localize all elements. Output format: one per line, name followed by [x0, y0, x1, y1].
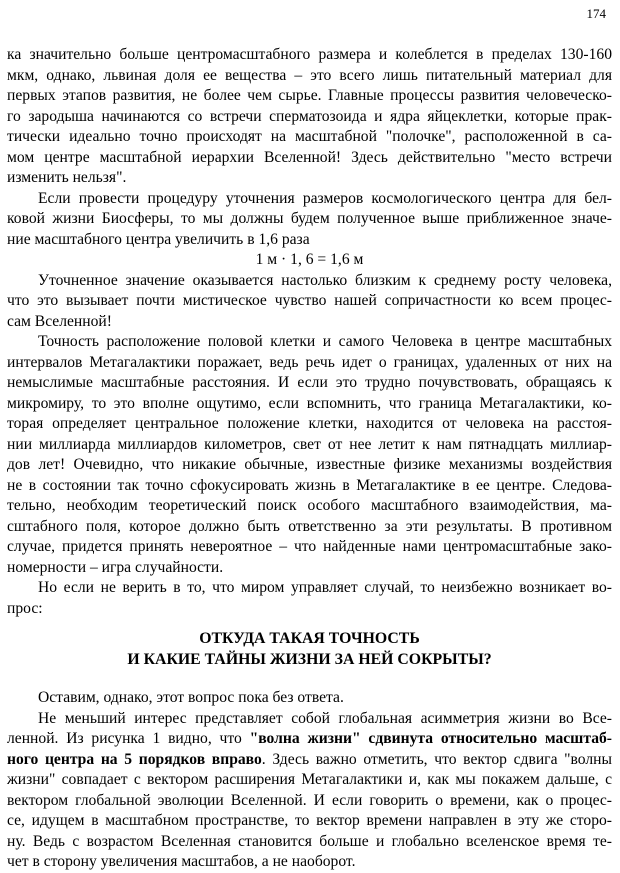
text-line: Если провести процедуру уточнения размеров космологического центра для бел-	[38, 189, 612, 207]
formula: 1 м · 1, 6 = 1,6 м	[255, 251, 364, 268]
text-line: случае, придется принять невероятное – что найденные нами центромасштабные зако-	[7, 538, 612, 555]
text-line: что это вызывает почти мистическое чувство нашей сопричастности ко всем процес-	[7, 292, 612, 309]
text-line: интервалов Метагалактики поражает, ведь речь идет о границах, удаленных от них на	[7, 353, 612, 371]
text-line: тически идеально точно происходят на масштабной "полочке", расположенной в са-	[7, 128, 612, 145]
text-line: номерности – игра случайности.	[7, 558, 224, 576]
text-run: ленной. Из рисунка 1 видно, что	[7, 730, 250, 747]
spacer	[7, 671, 612, 688]
text-line: тельно, необходим теоретический поиск особого масштабного взаимодействия, ма-	[7, 497, 612, 514]
text-line: нии миллиарда миллиардов километров, свет от нее летит к нам пятнадцать миллиар-	[7, 435, 612, 453]
text-line: чет в сторону увеличения масштабов, а не наоборот.	[7, 853, 356, 870]
paragraph-4	[7, 332, 612, 578]
paragraph-3	[7, 271, 612, 333]
text-line: ковой жизни Биосферы, то мы должны будем полученное выше приближенное значе-	[7, 210, 612, 227]
text-line: сам Вселенной!	[7, 312, 112, 330]
text-line: не в состоянии так точно сфокусировать жизнь в Метагалактике в ее центре. Следова-	[7, 476, 612, 494]
text-line: микромиру, то это вполне ощутимо, если вспомнить, что граница Метагалактики, ко-	[7, 394, 612, 412]
text-line: мкм, однако, львиная доля ее вещества – это всего лишь питательный материал для	[7, 66, 612, 84]
text-line: ние масштабного центра увеличить в 1,6 раза	[7, 230, 310, 248]
text-line	[7, 750, 612, 771]
section-heading	[7, 629, 612, 671]
text-line: Уточненное значение оказывается настолько близким к среднему росту человека,	[38, 271, 612, 289]
text-line: первых этапов развития, не более чем сырье. Главные процессы развития человеческо-	[7, 87, 612, 104]
text-line: мом центре масштабной иерархии Вселенной! Здесь действительно "место встречи	[7, 148, 612, 166]
text-line: вектором глобальной эволюции Вселенной. И если говорить о времени, как о процес-	[7, 791, 612, 809]
text-line: го зародыша начинаются со встречи сперматозоида и ядра яйцеклетки, которые прак-	[7, 107, 612, 125]
text-line: Но если не верить в то, что миром управляет случай, то неизбежно возникает во-	[38, 579, 612, 596]
text-line: се, идущем в масштабном пространстве, то вектор времени направлен в эту же сторо-	[7, 812, 612, 829]
text-line: жизни" совпадает с вектором расширения Метагалактики и, как мы покажем дальше, с	[7, 771, 612, 788]
text-line: ка значительно больше центромасштабного размера и колеблется в пределах 130-160	[7, 46, 612, 63]
body-text	[7, 45, 612, 873]
text-line: Не меньший интерес представляет собой глобальная асимметрия жизни во Все-	[38, 709, 612, 727]
heading-line: И КАКИЕ ТАЙНЫ ЖИЗНИ ЗА НЕЙ СОКРЫТЫ?	[127, 651, 492, 668]
text-line: сштабного поля, которое должно быть ответственно за эти результаты. В противном	[7, 517, 612, 535]
text-line: торая определяет центральное положение клетки, находится от человека на расстоя-	[7, 415, 612, 432]
bold-text-run: "волна жизни" сдвинута относительно масштаб-	[249, 730, 612, 747]
text-line	[7, 729, 612, 750]
text-run: . Здесь важно отметить, что вектор сдвига "волны	[261, 750, 612, 768]
text-line: немыслимые масштабные расстояния. И если это трудно почувствовать, обращаясь к	[7, 374, 612, 391]
paragraph-2	[7, 189, 612, 251]
paragraph-6: Оставим, однако, этот вопрос пока без ответа.	[38, 689, 344, 706]
paragraph-7	[7, 709, 612, 873]
text-line: ну. Ведь с возрастом Вселенная становится больше и глобально вселенское время те-	[7, 832, 612, 850]
text-line: Точность расположение половой клетки и самого Человека в центре масштабных	[38, 333, 612, 350]
heading-line: ОТКУДА ТАКАЯ ТОЧНОСТЬ	[199, 630, 420, 647]
paragraph-1	[7, 45, 612, 189]
text-line: изменить нельзя".	[7, 169, 127, 186]
page-number: 174	[586, 6, 606, 21]
paragraph-5	[7, 578, 612, 619]
bold-text-run: ного центра на 5 порядков вправо	[7, 750, 262, 768]
text-line: дов лет! Очевидно, что никакие обычные, известные физике механизмы воздействия	[7, 456, 612, 473]
text-line: прос:	[7, 599, 43, 617]
